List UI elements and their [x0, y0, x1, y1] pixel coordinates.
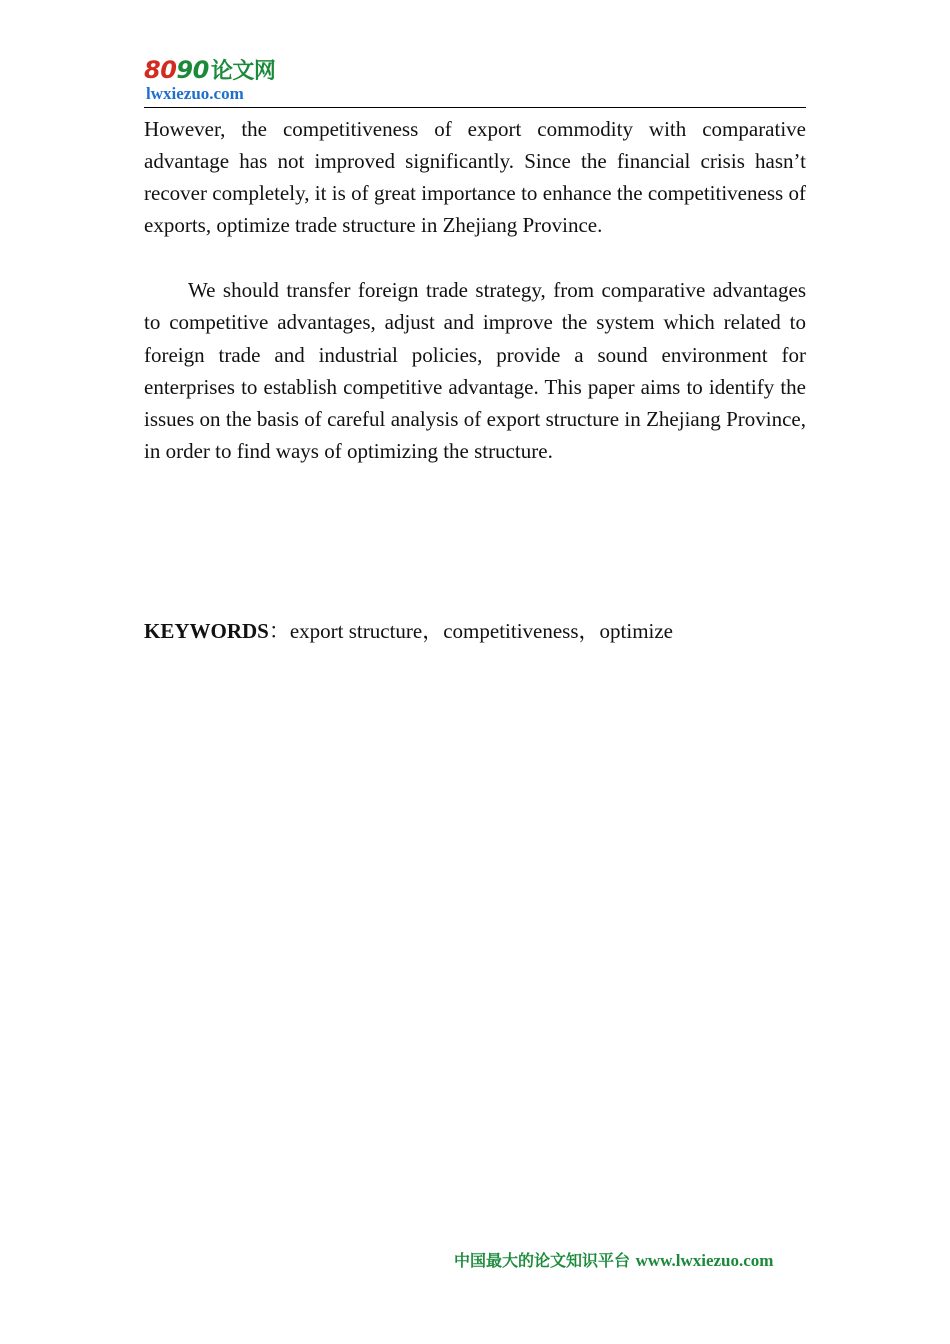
page-footer — [454, 1249, 773, 1273]
abstract-body — [144, 113, 806, 467]
abstract-paragraph-2: We should transfer foreign trade strategy, from comparative advantages to competitive advantages, adjust and improve the system which related to foreign trade and industrial policies, provide a sound environment for enterprises to establish competitive advantage. This paper aims to identify the issues on the basis of careful analysis of export structure in Zhejiang Province, in order to find ways of optimizing the structure. — [144, 278, 806, 463]
keywords-label: KEYWORDS — [144, 619, 269, 643]
logo-digits-green: 90 — [176, 56, 209, 84]
footer-tagline: 中国最大的论文知识平台 — [454, 1251, 631, 1270]
keywords-separator: ： — [268, 619, 290, 643]
logo-url: lwxiezuo.com — [146, 84, 244, 103]
logo-chinese-text: 论文网 — [210, 59, 276, 84]
keywords-value: export structure，competitiveness，optimize — [289, 619, 674, 643]
site-logo[interactable] — [144, 56, 294, 106]
logo-wordmark — [144, 56, 275, 86]
page-header — [144, 56, 806, 108]
footer-url-link[interactable]: www.lwxiezuo.com — [635, 1251, 774, 1270]
keywords-line — [144, 615, 673, 647]
logo-digits-red: 80 — [144, 56, 177, 84]
abstract-paragraph-1: However, the competitiveness of export commodity with comparative advantage has not improved significantly. Since the financial crisis hasn’t recover completely, it is of great importance to enhance the competitiveness of exports, optimize trade structure in Zhejiang Province. — [144, 117, 806, 238]
